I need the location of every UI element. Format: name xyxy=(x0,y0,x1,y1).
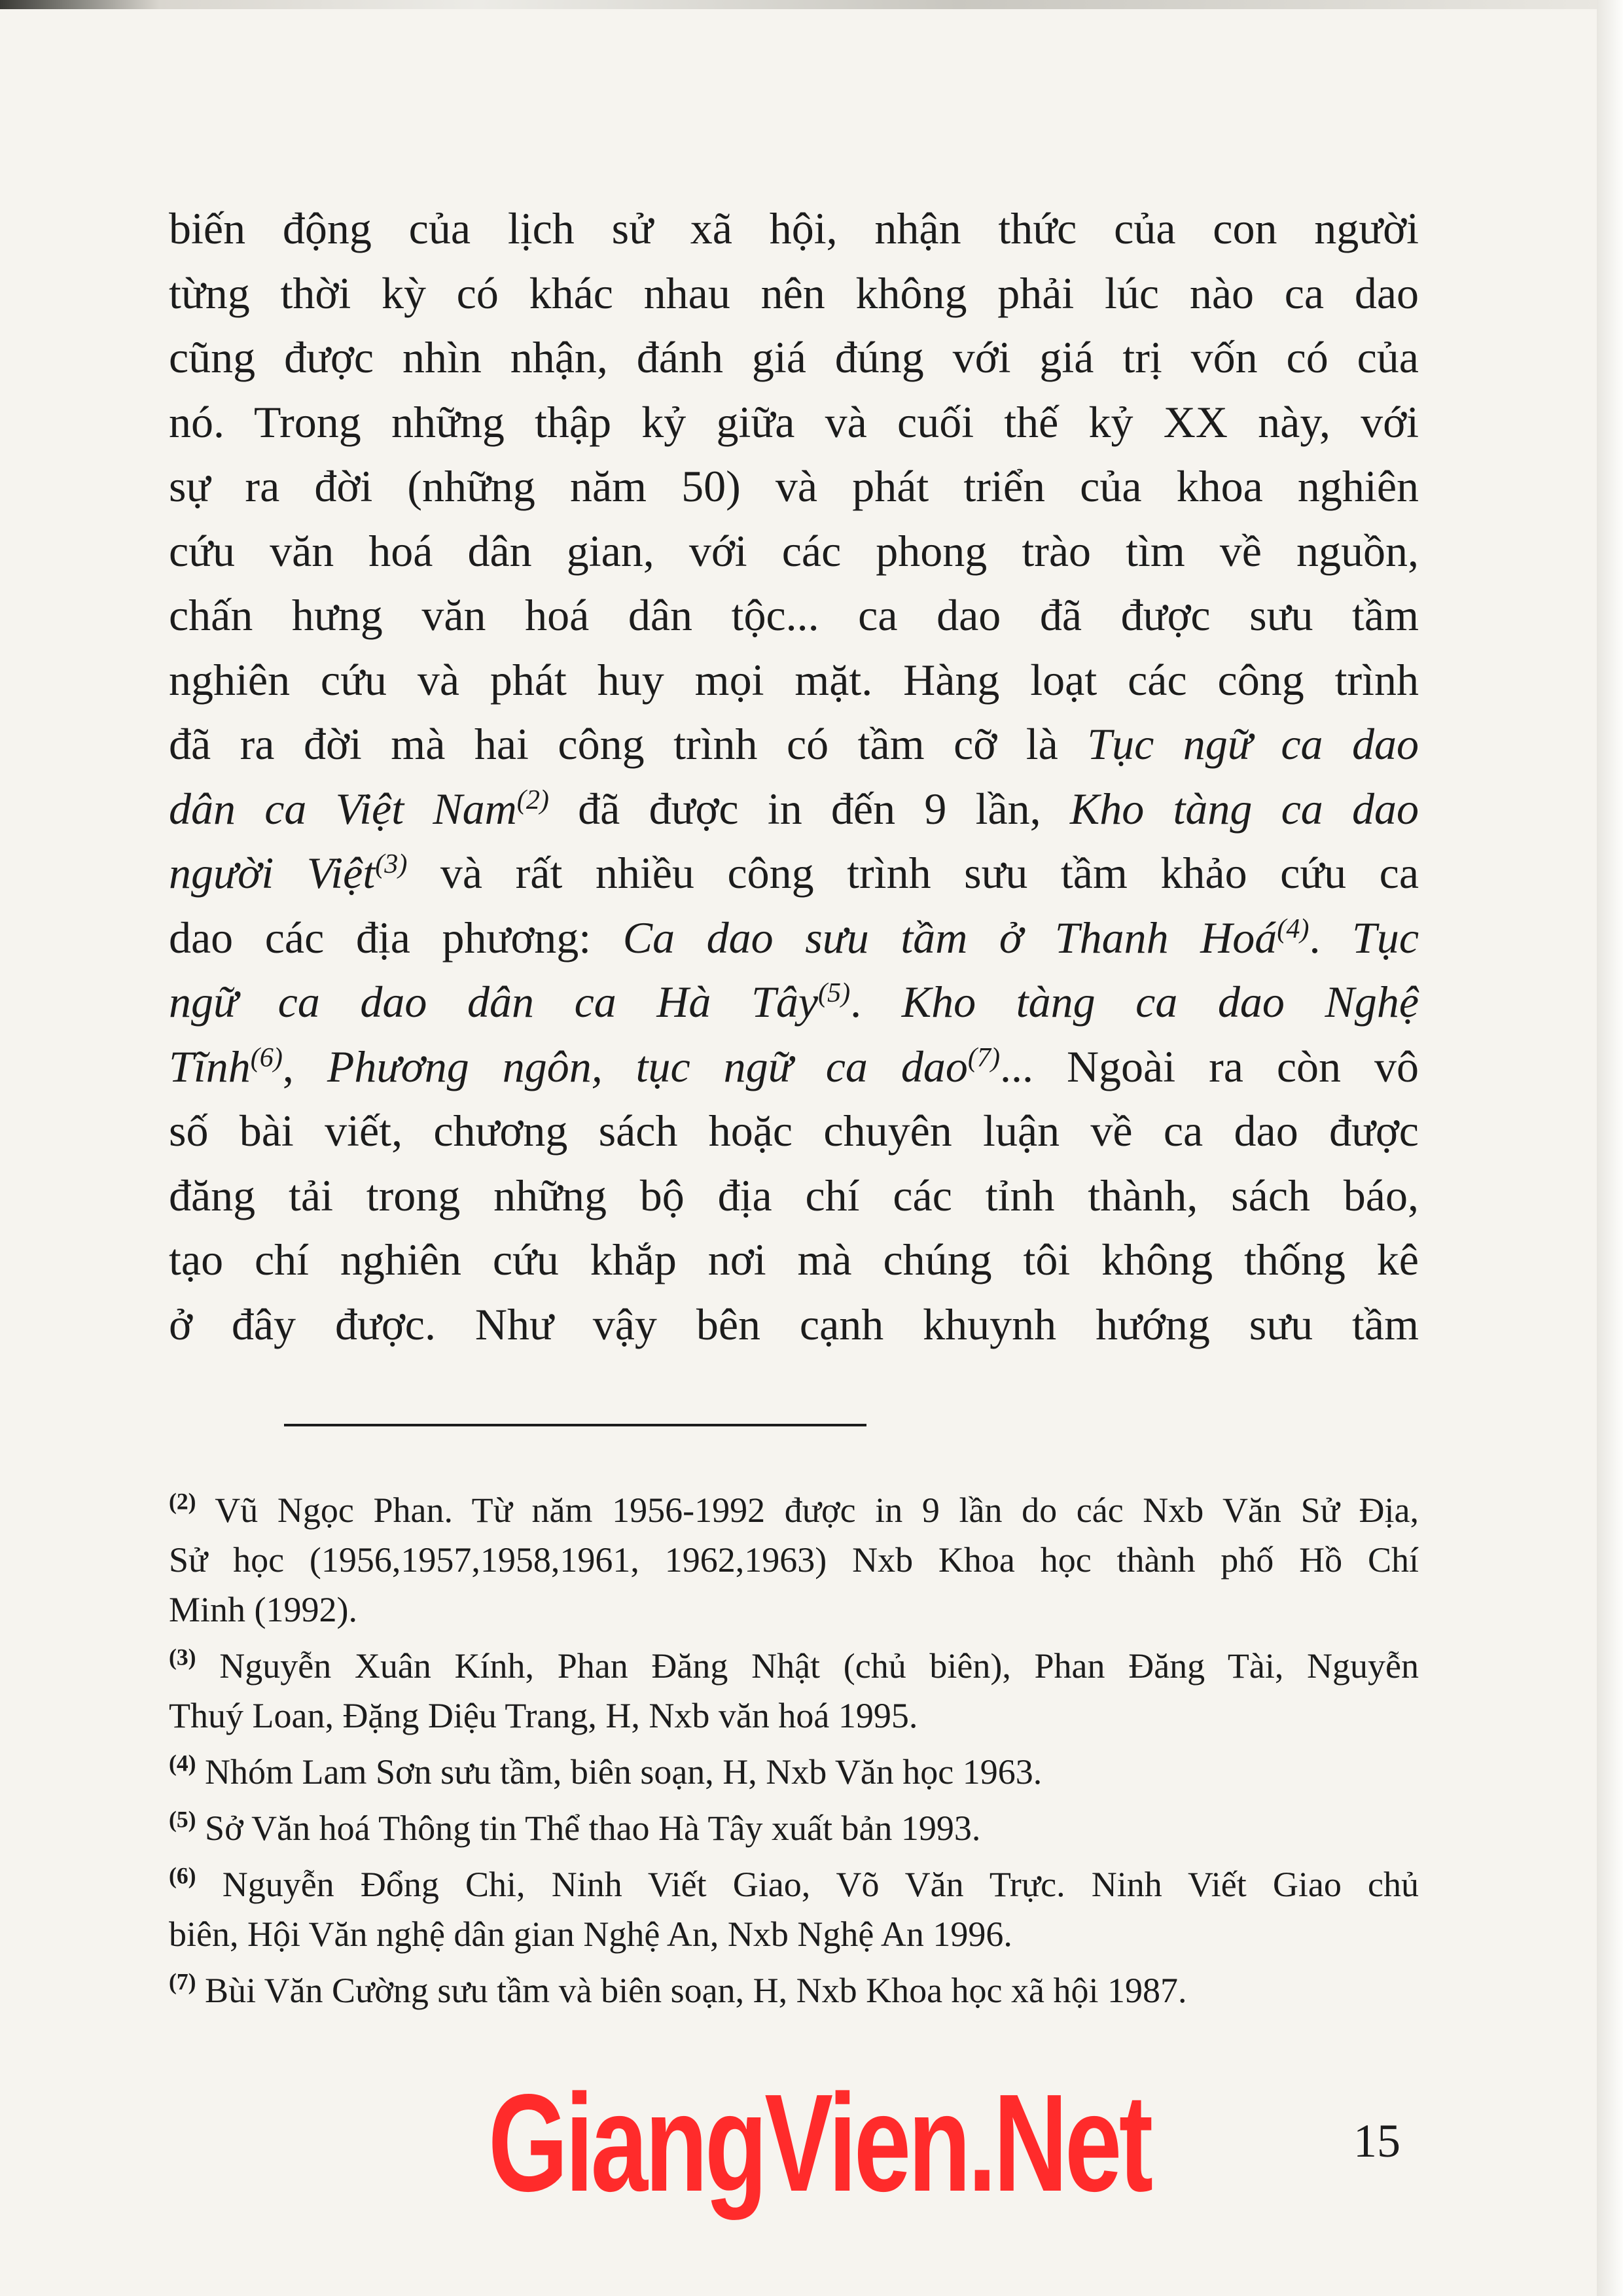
scan-edge-right xyxy=(1597,0,1623,2296)
footnote-marker: (3) xyxy=(169,1644,196,1670)
footnote-line xyxy=(169,1909,1419,1959)
italic-title: Tục xyxy=(1352,912,1419,963)
italic-title: ngữ ca dao dân ca Hà Tây xyxy=(169,977,819,1027)
footnote xyxy=(169,1803,1419,1853)
footnote-line xyxy=(169,1860,1419,1909)
italic-title: Tục ngữ ca dao xyxy=(1087,719,1419,769)
footnote-line xyxy=(169,1966,1419,2015)
footnote-separator xyxy=(284,1424,866,1426)
footnote-marker: (4) xyxy=(169,1750,196,1776)
italic-title: dân ca Việt Nam xyxy=(169,783,517,834)
page-number: 15 xyxy=(1353,2115,1400,2167)
footnote-marker: (2) xyxy=(169,1488,196,1515)
footnote-text: Thuý Loan, Đặng Diệu Trang, H, Nxb văn hoá 1995. xyxy=(169,1696,918,1735)
footnote-marker: (5) xyxy=(169,1806,196,1833)
body-line xyxy=(169,1292,1419,1357)
footnote xyxy=(169,1641,1419,1740)
footnote-line xyxy=(169,1803,1419,1853)
body-line xyxy=(169,390,1419,455)
body-line xyxy=(169,1034,1419,1099)
text-run: nó. Trong những thập kỷ giữa và cuối thế kỷ XX này, với xyxy=(169,397,1419,447)
footnote-line xyxy=(169,1641,1419,1691)
italic-title: người Việt xyxy=(169,848,376,898)
footnote-text: Bùi Văn Cường sưu tầm và biên soạn, H, Nxb Khoa học xã hội 1987. xyxy=(205,1971,1187,2010)
footnote-reference: (2) xyxy=(516,784,549,815)
text-run: đã ra đời mà hai công trình có tầm cỡ là xyxy=(169,719,1088,769)
footnote-text: Nhóm Lam Sơn sưu tầm, biên soạn, H, Nxb Văn học 1963. xyxy=(205,1752,1043,1792)
italic-title: Kho tàng ca dao xyxy=(1069,783,1419,834)
footnote-text: Nguyễn Xuân Kính, Phan Đăng Nhật (chủ biên), Phan Đăng Tài, Nguyễn xyxy=(219,1646,1419,1686)
text-run: cứu văn hoá dân gian, với các phong trào tìm về nguồn, xyxy=(169,525,1419,576)
footnote-reference: (7) xyxy=(967,1042,1000,1073)
italic-title: Phương ngôn, tục ngữ ca dao xyxy=(327,1041,968,1091)
footnote-reference: (6) xyxy=(250,1042,283,1073)
footnote-reference: (3) xyxy=(375,848,408,879)
footnote-text: Vũ Ngọc Phan. Từ năm 1956-1992 được in 9 lần do các Nxb Văn Sử Địa, xyxy=(215,1491,1419,1530)
text-run: từng thời kỳ có khác nhau nên không phải lúc nào ca dao xyxy=(169,268,1419,318)
body-line xyxy=(169,1099,1419,1163)
footnote xyxy=(169,1485,1419,1634)
body-line xyxy=(169,906,1419,970)
footnote-marker: (7) xyxy=(169,1968,196,1995)
footnote-line xyxy=(169,1485,1419,1535)
footnote-line xyxy=(169,1747,1419,1797)
footnote-text: Sở Văn hoá Thông tin Thể thao Hà Tây xuất bản 1993. xyxy=(205,1809,981,1848)
footnote-line xyxy=(169,1535,1419,1585)
italic-title: Ca dao sưu tầm ở Thanh Hoá xyxy=(622,912,1277,963)
body-line xyxy=(169,777,1419,841)
body-line xyxy=(169,583,1419,648)
italic-title: Kho tàng ca dao Nghệ xyxy=(901,977,1419,1027)
scan-edge-top xyxy=(0,0,1597,9)
body-line xyxy=(169,1227,1419,1292)
body-line xyxy=(169,1163,1419,1228)
footnote-text: Minh (1992). xyxy=(169,1590,357,1629)
text-run: biến động của lịch sử xã hội, nhận thức của con người xyxy=(169,203,1419,253)
text-run: . xyxy=(1309,912,1353,963)
text-run: ... Ngoài ra còn vô xyxy=(1000,1041,1419,1091)
footnote-text: Sử học (1956,1957,1958,1961, 1962,1963) Nxb Khoa học thành phố Hồ Chí xyxy=(169,1540,1419,1580)
footnote-text: biên, Hội Văn nghệ dân gian Nghệ An, Nxb Nghệ An 1996. xyxy=(169,1915,1012,1954)
body-line xyxy=(169,970,1419,1034)
body-line xyxy=(169,261,1419,326)
italic-title: Tĩnh xyxy=(169,1041,251,1091)
text-run: số bài viết, chương sách hoặc chuyên luận về ca dao được xyxy=(169,1106,1419,1156)
body-line xyxy=(169,196,1419,261)
footnote-marker: (6) xyxy=(169,1862,196,1889)
body-line xyxy=(169,841,1419,906)
text-run: tạo chí nghiên cứu khắp nơi mà chúng tôi không thống kê xyxy=(169,1235,1419,1284)
footnote xyxy=(169,1747,1419,1797)
body-line xyxy=(169,325,1419,390)
text-run: sự ra đời (những năm 50) và phát triển của khoa nghiên xyxy=(169,461,1419,511)
footnote xyxy=(169,1966,1419,2015)
text-run: chấn hưng văn hoá dân tộc... ca dao đã được sưu tầm xyxy=(169,590,1419,640)
body-text xyxy=(169,196,1419,1356)
text-run: và rất nhiều công trình sưu tầm khảo cứu ca xyxy=(407,848,1419,898)
text-run: ở đây được. Như vậy bên cạnh khuynh hướng sưu tầm xyxy=(169,1299,1419,1349)
text-run: dao các địa phương: xyxy=(169,912,623,963)
footnote xyxy=(169,1860,1419,1959)
body-line xyxy=(169,648,1419,713)
watermark-logo: GiangVien.Net xyxy=(488,2065,1150,2220)
footnote-reference: (4) xyxy=(1277,913,1310,944)
body-line xyxy=(169,712,1419,777)
text-run: . xyxy=(850,977,902,1027)
text-run: cũng được nhìn nhận, đánh giá đúng với giá trị vốn có của xyxy=(169,332,1419,382)
footnote-line xyxy=(169,1585,1419,1634)
footnotes xyxy=(169,1485,1419,2022)
footnote-text: Nguyễn Đổng Chi, Ninh Viết Giao, Võ Văn Trực. Ninh Viết Giao chủ xyxy=(222,1865,1419,1904)
text-run: đã được in đến 9 lần, xyxy=(548,783,1070,834)
text-run: đăng tải trong những bộ địa chí các tỉnh thành, sách báo, xyxy=(169,1170,1419,1220)
text-run: , xyxy=(282,1041,327,1091)
text-run: nghiên cứu và phát huy mọi mặt. Hàng loạt các công trình xyxy=(169,654,1419,705)
body-line xyxy=(169,519,1419,584)
footnote-line xyxy=(169,1691,1419,1740)
footnote-reference: (5) xyxy=(818,977,851,1008)
body-line xyxy=(169,454,1419,519)
